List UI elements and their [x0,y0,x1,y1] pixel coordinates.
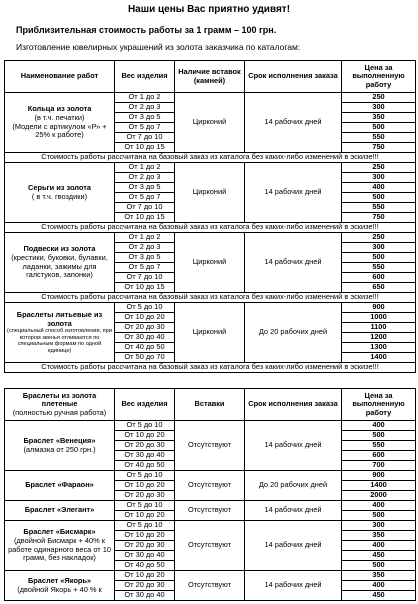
weight-cell: От 5 до 7 [115,193,175,203]
base-order-note: Стоимость работы рассчитана на базовый заказ из каталога без каких-либо изменений в эскизе!!! [5,223,416,233]
table-row [5,93,416,103]
note-row [5,153,416,163]
weight-cell: От 7 до 10 [115,133,175,143]
column-header: Браслеты из золота плетеные (полностью ручная работа) [5,389,115,421]
price-cell: 400 [342,421,416,431]
price-cell: 1200 [342,333,416,343]
item-description: (в т.ч. печатки) [34,112,85,122]
weight-cell: От 5 до 10 [115,501,175,511]
price-cell: 500 [342,561,416,571]
weight-cell: От 40 до 50 [115,343,175,353]
weight-cell: От 20 до 30 [115,541,175,551]
item-name: Серьги из золота [28,182,91,192]
stones-cell: Отсутствуют [175,521,245,571]
weight-cell: От 5 до 10 [115,421,175,431]
item-name: Подвески из золота [23,244,96,254]
column-header: Наименование работ [5,61,115,93]
item-name: Кольца из золота [27,104,92,114]
weight-cell: От 10 до 20 [115,431,175,441]
item-description: (специальный способ изготовления, при котором звенья отливаются по специальным формам по одной единице) [7,328,112,354]
base-order-note: Стоимость работы рассчитана на базовый заказ из каталога без каких-либо изменений в эскизе!!! [5,293,416,303]
term-cell: 14 рабочих дней [245,571,342,601]
price-cell: 300 [342,103,416,113]
column-header: Вес изделия [115,61,175,93]
weight-cell: От 10 до 20 [115,481,175,491]
weight-cell: От 10 до 15 [115,213,175,223]
column-header: Цена за выполненную работу [342,389,416,421]
weight-cell: От 3 до 5 [115,183,175,193]
weight-cell: От 10 до 20 [115,313,175,323]
base-order-note: Стоимость работы рассчитана на базовый заказ из каталога без каких-либо изменений в эскизе!!! [5,153,416,163]
price-cell: 400 [342,183,416,193]
item-description: (крестики, буковки, булавки, ладанки, зажимы для галстуков, запонки) [11,252,108,280]
item-name-cell [5,471,115,501]
weight-cell: От 20 до 30 [115,323,175,333]
header-row [5,61,416,93]
note-row [5,293,416,303]
item-name-cell [5,93,115,153]
weight-cell: От 3 до 5 [115,253,175,263]
weight-cell: От 40 до 50 [115,461,175,471]
weight-cell: От 30 до 40 [115,591,175,601]
price-cell: 1100 [342,323,416,333]
weight-cell: От 1 до 2 [115,233,175,243]
price-cell: 2000 [342,491,416,501]
price-cell: 900 [342,471,416,481]
stones-cell: Отсутствуют [175,421,245,471]
item-name: Браслет «Венеция» [23,435,96,445]
weight-cell: От 30 до 40 [115,333,175,343]
term-cell: 14 рабочих дней [245,421,342,471]
table-row [5,571,416,581]
price-table-main [4,60,416,373]
price-cell: 300 [342,173,416,183]
term-cell: До 20 рабочих дней [245,471,342,501]
item-description: (Модели с артикулом «Р» + 25% к работе) [12,121,107,140]
table-row [5,163,416,173]
weight-cell: От 10 до 20 [115,531,175,541]
column-header: Вставки [175,389,245,421]
price-cell: 300 [342,243,416,253]
weight-cell: От 20 до 30 [115,491,175,501]
item-name-cell [5,571,115,601]
price-cell: 300 [342,521,416,531]
price-cell: 350 [342,531,416,541]
table-row [5,521,416,531]
item-name: Браслет «Якорь» [27,575,92,585]
item-name-cell [5,303,115,363]
item-name-cell [5,233,115,293]
weight-cell: От 1 до 2 [115,93,175,103]
base-order-note: Стоимость работы рассчитана на базовый заказ из каталога без каких-либо изменений в эскизе!!! [5,363,416,373]
item-name-cell [5,421,115,471]
stones-cell: Цирконий [175,233,245,293]
weight-cell: От 40 до 50 [115,561,175,571]
weight-cell: От 2 до 3 [115,243,175,253]
price-cell: 250 [342,93,416,103]
item-description: (двойной Бисмарк + 40% к работе одинарного веса от 10 грамм, без накладок) [8,535,111,563]
page-title: Наши цены Вас приятно удивят! [127,4,291,15]
table-row [5,471,416,481]
price-cell: 550 [342,263,416,273]
price-table-bracelets [4,388,416,601]
weight-cell: От 3 до 5 [115,113,175,123]
price-cell: 250 [342,233,416,243]
price-cell: 350 [342,571,416,581]
price-cell: 1000 [342,313,416,323]
item-name: Браслет «Элегант» [24,505,95,515]
price-cell: 500 [342,431,416,441]
column-header: Цена за выполненную работу [342,61,416,93]
item-name-cell [5,501,115,521]
table-row [5,501,416,511]
stones-cell: Отсутствуют [175,571,245,601]
term-cell: 14 рабочих дней [245,233,342,293]
weight-cell: От 5 до 10 [115,521,175,531]
weight-cell: От 30 до 40 [115,551,175,561]
price-cell: 650 [342,283,416,293]
price-cell: 550 [342,133,416,143]
price-cell: 500 [342,511,416,521]
stones-cell: Цирконий [175,93,245,153]
table-row [5,303,416,313]
price-cell: 1400 [342,353,416,363]
price-cell: 450 [342,551,416,561]
price-cell: 700 [342,461,416,471]
term-cell: 14 рабочих дней [245,521,342,571]
price-cell: 1300 [342,343,416,353]
weight-cell: От 10 до 20 [115,511,175,521]
price-cell: 400 [342,501,416,511]
weight-cell: От 2 до 3 [115,173,175,183]
item-name-cell [5,163,115,223]
item-name: Браслет «Бисмарк» [23,527,96,537]
weight-cell: От 5 до 7 [115,123,175,133]
price-cell: 350 [342,113,416,123]
price-cell: 400 [342,581,416,591]
price-cell: 900 [342,303,416,313]
price-cell: 750 [342,143,416,153]
weight-cell: От 7 до 10 [115,203,175,213]
price-cell: 450 [342,591,416,601]
item-description: (алмазка от 250 грн.) [23,444,96,454]
weight-cell: От 20 до 30 [115,581,175,591]
price-cell: 500 [342,193,416,203]
term-cell: 14 рабочих дней [245,163,342,223]
weight-cell: От 50 до 70 [115,353,175,363]
item-name: Браслет «Фараон» [25,480,94,490]
weight-cell: От 5 до 10 [115,303,175,313]
item-name-cell [5,521,115,571]
note-row [5,223,416,233]
price-cell: 600 [342,273,416,283]
weight-cell: От 10 до 20 [115,571,175,581]
price-cell: 1400 [342,481,416,491]
term-cell: До 20 рабочих дней [245,303,342,363]
price-cell: 600 [342,451,416,461]
weight-cell: От 7 до 10 [115,273,175,283]
weight-cell: От 20 до 30 [115,441,175,451]
weight-cell: От 5 до 10 [115,471,175,481]
table-row [5,233,416,243]
stones-cell: Отсутствуют [175,501,245,521]
term-cell: 14 рабочих дней [245,501,342,521]
column-header: Вес изделия [115,389,175,421]
column-header: Срок исполнения заказа [245,61,342,93]
item-name: Браслеты литьевые из золота [16,310,103,328]
stones-cell: Отсутствуют [175,471,245,501]
price-cell: 500 [342,123,416,133]
price-cell: 750 [342,213,416,223]
weight-cell: От 5 до 7 [115,263,175,273]
stones-cell: Цирконий [175,163,245,223]
header-row [5,389,416,421]
stones-cell: Цирконий [175,303,245,363]
item-description: ( в т.ч. гвоздики) [31,191,88,201]
price-cell: 550 [342,441,416,451]
intro-text: Изготовление ювелирных украшений из золота заказчика по каталогам: [16,42,301,52]
column-header: Наличие вставок (камней) [175,61,245,93]
weight-cell: От 10 до 15 [115,143,175,153]
weight-cell: От 30 до 40 [115,451,175,461]
note-row [5,363,416,373]
weight-cell: От 10 до 15 [115,283,175,293]
table-row [5,421,416,431]
price-cell: 400 [342,541,416,551]
price-per-gram-subtitle: Приблизительная стоимость работы за 1 грамм – 100 грн. [16,25,277,35]
term-cell: 14 рабочих дней [245,93,342,153]
column-header: Срок исполнения заказа [245,389,342,421]
price-cell: 250 [342,163,416,173]
item-description: (двойной Якорь + 40 % к [17,584,102,594]
weight-cell: От 2 до 3 [115,103,175,113]
price-cell: 500 [342,253,416,263]
price-cell: 550 [342,203,416,213]
weight-cell: От 1 до 2 [115,163,175,173]
